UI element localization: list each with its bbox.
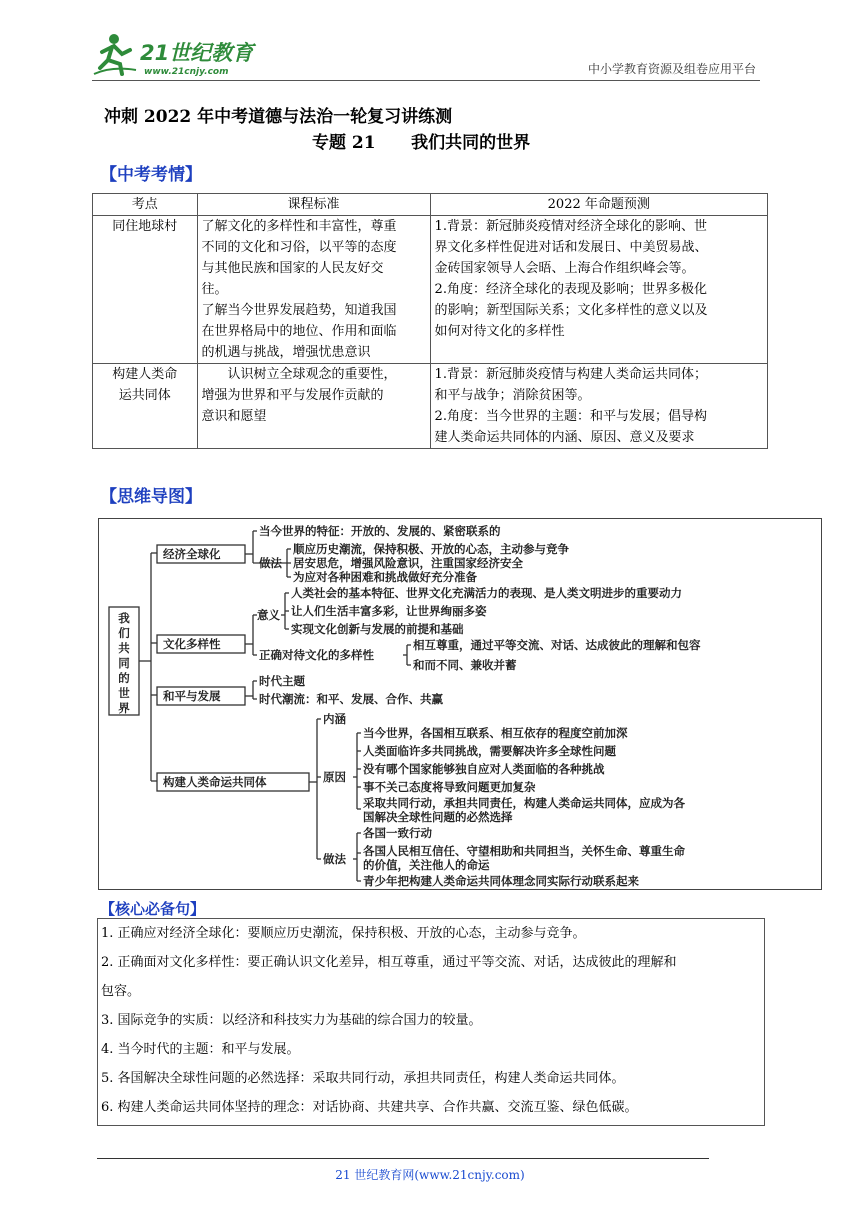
cell-line: 认识树立全球观念的重要性， — [227, 367, 397, 382]
section-heading-mindmap: 【思维导图】 — [100, 487, 202, 507]
section-heading-core: 【核心必备句】 — [100, 900, 206, 918]
cell-line: 和平与战争；消除贫困等。 — [434, 388, 591, 403]
section-heading-exam: 【中考考情】 — [100, 165, 202, 185]
cell-line: 的机遇与挑战，增强忧患意识 — [201, 345, 371, 360]
cell-line: 与其他民族和国家的人民友好交 — [201, 261, 384, 276]
table-header-row — [93, 194, 768, 216]
branch-text: 人类面临许多共同挑战，需要解决许多全球性问题 — [363, 744, 616, 758]
branch-text: 的价值，关注他人的命运 — [363, 858, 490, 872]
branch-text: 和而不同、兼收并蓄 — [413, 658, 517, 672]
cell-line: 增强为世界和平与发展作贡献的 — [201, 388, 384, 403]
cell-line: 2.角度：经济全球化的表现及影响；世界多极化 — [434, 282, 707, 297]
footer-text: 21 世纪教育网(www.21cnjy.com) — [335, 1168, 525, 1182]
branch-text: 人类社会的基本特征、世界文化充满活力的表现、是人类文明进步的重要动力 — [291, 586, 682, 600]
exam-table — [92, 193, 768, 449]
branch-cultural-diversity: 文化多样性 — [163, 637, 221, 651]
svg-text:共: 共 — [118, 641, 130, 655]
branch-text: 采取共同行动，承担共同责任，构建人类命运共同体，应成为各 — [363, 796, 685, 810]
svg-text:21世纪教育: 21世纪教育 — [140, 41, 254, 65]
branch-text: 做法 — [259, 556, 282, 570]
core-line: 5. 各国解决全球性问题的必然选择：采取共同行动，承担共同责任，构建人类命运共同体。 — [101, 1071, 625, 1086]
branch-text: 做法 — [323, 852, 346, 866]
cell-line: 1.背景：新冠肺炎疫情与构建人类命运共同体； — [434, 367, 707, 382]
cell-line: 了解文化的多样性和丰富性，尊重 — [201, 219, 397, 234]
branch-text: 国解决全球性问题的必然选择 — [363, 810, 513, 824]
cell-line: 界文化多样性促进对话和发展日、中美贸易战、 — [434, 240, 708, 255]
document-title: 冲刺 2022 年中考道德与法治一轮复习讲练测 — [104, 107, 453, 127]
runner-icon — [94, 34, 136, 74]
branch-peace-development: 和平与发展 — [163, 689, 221, 703]
branch-text: 当今世界，各国相互联系、相互依存的程度空前加深 — [363, 726, 628, 740]
branch-text: 当今世界的特征：开放的、发展的、紧密联系的 — [259, 524, 501, 538]
cell-line: 如何对待文化的多样性 — [434, 324, 565, 339]
branch-text: 意义 — [257, 608, 280, 622]
branch-economic-globalization: 经济全球化 — [163, 547, 221, 561]
cell-line: 的影响；新型国际关系；文化多样性的意义以及 — [434, 303, 708, 318]
svg-text:们: 们 — [118, 626, 130, 640]
branch-text: 内涵 — [323, 712, 346, 726]
column-header: 课程标准 — [197, 194, 430, 216]
header-divider — [92, 80, 760, 81]
branch-text: 居安思危，增强风险意识，注重国家经济安全 — [293, 556, 523, 570]
branch-text: 时代主题 — [259, 674, 305, 688]
cell-line: 建人类命运共同体的内涵、原因、意义及要求 — [434, 430, 695, 445]
site-logo — [92, 30, 262, 80]
core-line: 包容。 — [101, 984, 141, 999]
core-line: 4. 当今时代的主题：和平与发展。 — [101, 1042, 300, 1057]
branch-text: 各国人民相互信任、守望相助和共同担当，关怀生命、尊重生命 — [363, 844, 685, 858]
branch-text: 为应对各种困难和挑战做好充分准备 — [293, 570, 477, 584]
branch-community-shared-future: 构建人类命运共同体 — [163, 775, 267, 789]
table-cell-topic — [93, 364, 198, 449]
cell-line: 运共同体 — [118, 388, 171, 403]
cell-line: 2.角度：当今世界的主题：和平与发展；倡导构 — [434, 409, 707, 424]
branch-text: 没有哪个国家能够独自应对人类面临的各种挑战 — [363, 762, 605, 776]
cell-line: 意识和愿望 — [201, 409, 267, 424]
core-line: 2. 正确面对文化多样性：要正确认识文化差异，相互尊重，通过平等交流、对话，达成彼此的理解和 — [101, 955, 677, 970]
branch-text: 让人们生活丰富多彩，让世界绚丽多姿 — [291, 604, 487, 618]
svg-text:我: 我 — [118, 611, 130, 625]
branch-text: 实现文化创新与发展的前提和基础 — [291, 622, 464, 636]
cell-line: 构建人类命 — [112, 367, 178, 382]
core-line: 3. 国际竞争的实质：以经济和科技实力为基础的综合国力的较量。 — [101, 1013, 482, 1028]
svg-text:界: 界 — [118, 701, 130, 715]
cell-line: 1.背景：新冠肺炎疫情对经济全球化的影响、世 — [434, 219, 707, 234]
mind-map — [98, 518, 822, 890]
core-line: 6. 构建人类命运共同体坚持的理念：对话协商、共建共享、合作共赢、交流互鉴、绿色低碳。 — [101, 1100, 638, 1115]
table-cell-forecast — [430, 216, 767, 364]
branch-text: 正确对待文化的多样性 — [259, 648, 374, 662]
table-row — [93, 216, 768, 364]
cell-line: 金砖国家领导人会晤、上海合作组织峰会等。 — [434, 261, 695, 276]
table-cell-forecast — [430, 364, 767, 449]
branch-text: 各国一致行动 — [363, 826, 432, 840]
branch-text: 时代潮流：和平、发展、合作、共赢 — [259, 692, 443, 706]
table-cell-topic: 同住地球村 — [93, 216, 198, 364]
cell-line: 往。 — [201, 282, 228, 297]
column-header: 考点 — [93, 194, 198, 216]
svg-text:www.21cnjy.com: www.21cnjy.com — [144, 67, 229, 77]
branch-text: 相互尊重，通过平等交流、对话、达成彼此的理解和包容 — [413, 638, 701, 652]
cell-line: 在世界格局中的地位、作用和面临 — [201, 324, 397, 339]
table-row — [93, 364, 768, 449]
core-line: 1. 正确应对经济全球化：要顺应历史潮流，保持积极、开放的心态，主动参与竞争。 — [101, 926, 586, 941]
cell-line: 了解当今世界发展趋势，知道我国 — [201, 303, 397, 318]
header-platform-text: 中小学教育资源及组卷应用平台 — [587, 62, 756, 76]
table-cell-standard — [197, 364, 430, 449]
footer-divider — [97, 1158, 709, 1159]
branch-text: 青少年把构建人类命运共同体理念同实际行动联系起来 — [363, 874, 639, 888]
core-sentences-box — [97, 918, 765, 1126]
branch-text: 事不关己态度将导致问题更加复杂 — [363, 780, 536, 794]
cell-line: 不同的文化和习俗，以平等的态度 — [201, 240, 397, 255]
branch-text: 顺应历史潮流，保持积极、开放的心态，主动参与竞争 — [293, 542, 569, 556]
document-subtitle: 专题 21 我们共同的世界 — [312, 133, 531, 153]
svg-text:世: 世 — [118, 686, 130, 700]
branch-text: 原因 — [323, 770, 346, 784]
svg-text:同: 同 — [118, 656, 130, 670]
svg-text:的: 的 — [118, 671, 130, 685]
root-node — [118, 611, 130, 715]
column-header: 2022 年命题预测 — [430, 194, 767, 216]
table-cell-standard — [197, 216, 430, 364]
